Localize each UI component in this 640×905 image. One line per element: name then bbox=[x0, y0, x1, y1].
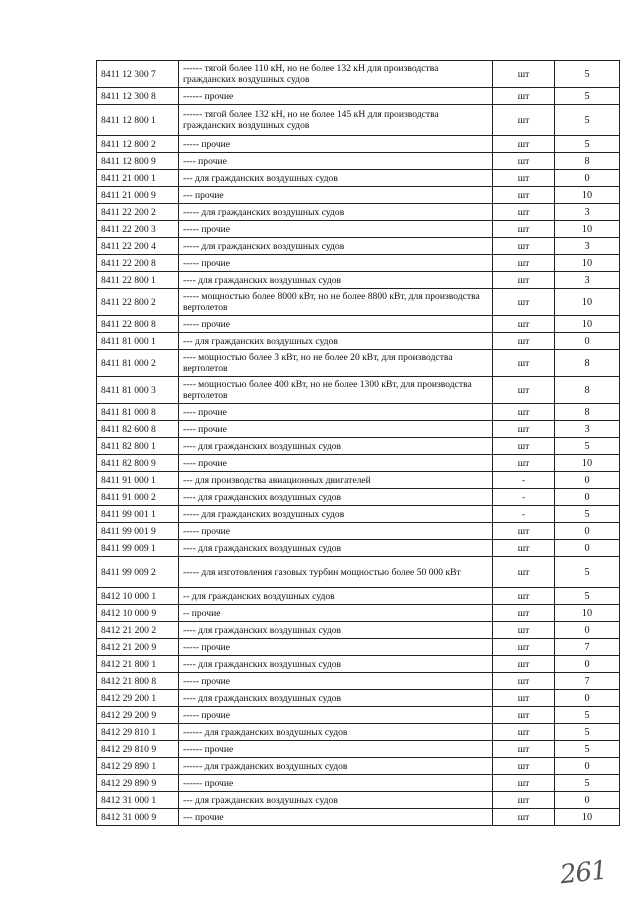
unit-cell: - bbox=[493, 472, 555, 489]
commodity-code-cell: 8411 12 300 8 bbox=[97, 88, 179, 105]
table-row bbox=[97, 523, 620, 540]
duty-rate-cell: 10 bbox=[555, 255, 620, 272]
unit-cell: шт bbox=[493, 377, 555, 404]
unit-cell: шт bbox=[493, 455, 555, 472]
table-row bbox=[97, 105, 620, 136]
unit-cell: шт bbox=[493, 136, 555, 153]
table-row bbox=[97, 775, 620, 792]
duty-rate-cell: 3 bbox=[555, 272, 620, 289]
commodity-code-cell: 8411 12 300 7 bbox=[97, 61, 179, 88]
unit-cell: шт bbox=[493, 557, 555, 588]
commodity-code-cell: 8411 99 009 1 bbox=[97, 540, 179, 557]
unit-cell: шт bbox=[493, 153, 555, 170]
duty-rate-cell: 0 bbox=[555, 170, 620, 187]
table-row bbox=[97, 673, 620, 690]
duty-rate-cell: 5 bbox=[555, 105, 620, 136]
unit-cell: шт bbox=[493, 758, 555, 775]
duty-rate-cell: 0 bbox=[555, 792, 620, 809]
commodity-code-cell: 8412 10 000 1 bbox=[97, 588, 179, 605]
description-cell: ----- прочие bbox=[179, 707, 493, 724]
table-row bbox=[97, 170, 620, 187]
duty-rate-cell: 10 bbox=[555, 187, 620, 204]
unit-cell: шт bbox=[493, 656, 555, 673]
table-row bbox=[97, 472, 620, 489]
unit-cell: шт bbox=[493, 622, 555, 639]
table-row bbox=[97, 255, 620, 272]
unit-cell: шт bbox=[493, 438, 555, 455]
description-cell: ---- прочие bbox=[179, 153, 493, 170]
commodity-code-cell: 8412 29 890 1 bbox=[97, 758, 179, 775]
table-row bbox=[97, 88, 620, 105]
duty-rate-cell: 8 bbox=[555, 350, 620, 377]
table-row bbox=[97, 204, 620, 221]
table-row bbox=[97, 350, 620, 377]
table-row bbox=[97, 792, 620, 809]
description-cell: ----- для гражданских воздушных судов bbox=[179, 506, 493, 523]
unit-cell: шт bbox=[493, 673, 555, 690]
unit-cell: шт bbox=[493, 707, 555, 724]
description-cell: ----- прочие bbox=[179, 523, 493, 540]
unit-cell: шт bbox=[493, 204, 555, 221]
commodity-code-cell: 8412 29 810 1 bbox=[97, 724, 179, 741]
description-cell: ------ тягой более 132 кН, но не более 145 кН для производства гражданских воздушных судов bbox=[179, 105, 493, 136]
description-cell: ------ прочие bbox=[179, 775, 493, 792]
duty-rate-cell: 0 bbox=[555, 656, 620, 673]
table-row bbox=[97, 724, 620, 741]
duty-rate-cell: 10 bbox=[555, 455, 620, 472]
duty-rate-cell: 5 bbox=[555, 775, 620, 792]
duty-rate-cell: 5 bbox=[555, 741, 620, 758]
unit-cell: шт bbox=[493, 105, 555, 136]
table-row bbox=[97, 809, 620, 826]
unit-cell: - bbox=[493, 489, 555, 506]
commodity-code-cell: 8412 29 200 1 bbox=[97, 690, 179, 707]
unit-cell: шт bbox=[493, 540, 555, 557]
duty-rate-cell: 8 bbox=[555, 153, 620, 170]
duty-rate-cell: 5 bbox=[555, 557, 620, 588]
commodity-code-cell: 8411 91 000 2 bbox=[97, 489, 179, 506]
commodity-code-cell: 8411 22 200 8 bbox=[97, 255, 179, 272]
description-cell: --- для гражданских воздушных судов bbox=[179, 170, 493, 187]
unit-cell: шт bbox=[493, 221, 555, 238]
unit-cell: шт bbox=[493, 88, 555, 105]
description-cell: ---- для гражданских воздушных судов bbox=[179, 438, 493, 455]
table-row bbox=[97, 187, 620, 204]
duty-rate-cell: 5 bbox=[555, 61, 620, 88]
duty-rate-cell: 7 bbox=[555, 639, 620, 656]
unit-cell: шт bbox=[493, 775, 555, 792]
table-row bbox=[97, 639, 620, 656]
unit-cell: шт bbox=[493, 523, 555, 540]
description-cell: --- для гражданских воздушных судов bbox=[179, 792, 493, 809]
unit-cell: шт bbox=[493, 421, 555, 438]
commodity-code-cell: 8411 81 000 2 bbox=[97, 350, 179, 377]
commodity-code-cell: 8411 22 800 1 bbox=[97, 272, 179, 289]
description-cell: --- прочие bbox=[179, 809, 493, 826]
unit-cell: шт bbox=[493, 809, 555, 826]
table-row bbox=[97, 421, 620, 438]
table-row bbox=[97, 289, 620, 316]
description-cell: ------ для гражданских воздушных судов bbox=[179, 758, 493, 775]
commodity-code-cell: 8412 21 200 9 bbox=[97, 639, 179, 656]
duty-rate-cell: 5 bbox=[555, 707, 620, 724]
description-cell: ---- для гражданских воздушных судов bbox=[179, 540, 493, 557]
description-cell: ---- для гражданских воздушных судов bbox=[179, 656, 493, 673]
description-cell: ------ для гражданских воздушных судов bbox=[179, 724, 493, 741]
tariff-table bbox=[96, 60, 620, 826]
description-cell: ----- прочие bbox=[179, 221, 493, 238]
duty-rate-cell: 0 bbox=[555, 523, 620, 540]
duty-rate-cell: 10 bbox=[555, 316, 620, 333]
duty-rate-cell: 10 bbox=[555, 809, 620, 826]
table-row bbox=[97, 153, 620, 170]
description-cell: --- для гражданских воздушных судов bbox=[179, 333, 493, 350]
table-row bbox=[97, 707, 620, 724]
duty-rate-cell: 3 bbox=[555, 204, 620, 221]
commodity-code-cell: 8411 81 000 8 bbox=[97, 404, 179, 421]
description-cell: ------ тягой более 110 кН, но не более 132 кН для производства гражданских воздушных судов bbox=[179, 61, 493, 88]
description-cell: ---- прочие bbox=[179, 404, 493, 421]
unit-cell: шт bbox=[493, 170, 555, 187]
commodity-code-cell: 8411 12 800 2 bbox=[97, 136, 179, 153]
description-cell: ----- прочие bbox=[179, 673, 493, 690]
table-row bbox=[97, 455, 620, 472]
duty-rate-cell: 0 bbox=[555, 758, 620, 775]
description-cell: ----- мощностью более 8000 кВт, но не более 8800 кВт, для производства вертолетов bbox=[179, 289, 493, 316]
commodity-code-cell: 8411 82 800 9 bbox=[97, 455, 179, 472]
commodity-code-cell: 8412 21 800 8 bbox=[97, 673, 179, 690]
commodity-code-cell: 8412 10 000 9 bbox=[97, 605, 179, 622]
description-cell: ---- для гражданских воздушных судов bbox=[179, 272, 493, 289]
commodity-code-cell: 8412 29 200 9 bbox=[97, 707, 179, 724]
duty-rate-cell: 0 bbox=[555, 489, 620, 506]
description-cell: ----- для гражданских воздушных судов bbox=[179, 204, 493, 221]
unit-cell: шт bbox=[493, 724, 555, 741]
commodity-code-cell: 8411 82 600 8 bbox=[97, 421, 179, 438]
description-cell: --- для производства авиационных двигателей bbox=[179, 472, 493, 489]
description-cell: ------ прочие bbox=[179, 88, 493, 105]
unit-cell: шт bbox=[493, 187, 555, 204]
commodity-code-cell: 8411 21 000 1 bbox=[97, 170, 179, 187]
commodity-code-cell: 8411 99 001 1 bbox=[97, 506, 179, 523]
table-row bbox=[97, 377, 620, 404]
commodity-code-cell: 8411 82 800 1 bbox=[97, 438, 179, 455]
description-cell: ---- для гражданских воздушных судов bbox=[179, 690, 493, 707]
table-row bbox=[97, 489, 620, 506]
commodity-code-cell: 8412 21 200 2 bbox=[97, 622, 179, 639]
duty-rate-cell: 5 bbox=[555, 136, 620, 153]
commodity-code-cell: 8412 29 810 9 bbox=[97, 741, 179, 758]
description-cell: ----- прочие bbox=[179, 255, 493, 272]
table-row bbox=[97, 758, 620, 775]
unit-cell: шт bbox=[493, 350, 555, 377]
duty-rate-cell: 5 bbox=[555, 438, 620, 455]
commodity-code-cell: 8411 22 200 4 bbox=[97, 238, 179, 255]
description-cell: ---- мощностью более 400 кВт, но не более 1300 кВт, для производства вертолетов bbox=[179, 377, 493, 404]
duty-rate-cell: 10 bbox=[555, 221, 620, 238]
duty-rate-cell: 5 bbox=[555, 724, 620, 741]
unit-cell: шт bbox=[493, 605, 555, 622]
duty-rate-cell: 3 bbox=[555, 238, 620, 255]
description-cell: ----- для гражданских воздушных судов bbox=[179, 238, 493, 255]
table-row bbox=[97, 506, 620, 523]
unit-cell: шт bbox=[493, 61, 555, 88]
table-row bbox=[97, 540, 620, 557]
unit-cell: шт bbox=[493, 255, 555, 272]
duty-rate-cell: 7 bbox=[555, 673, 620, 690]
commodity-code-cell: 8412 31 000 9 bbox=[97, 809, 179, 826]
duty-rate-cell: 5 bbox=[555, 588, 620, 605]
commodity-code-cell: 8412 21 800 1 bbox=[97, 656, 179, 673]
table-row bbox=[97, 272, 620, 289]
commodity-code-cell: 8411 81 000 1 bbox=[97, 333, 179, 350]
unit-cell: шт bbox=[493, 333, 555, 350]
commodity-code-cell: 8411 22 800 8 bbox=[97, 316, 179, 333]
table-row bbox=[97, 605, 620, 622]
description-cell: ---- мощностью более 3 кВт, но не более 20 кВт, для производства вертолетов bbox=[179, 350, 493, 377]
duty-rate-cell: 5 bbox=[555, 506, 620, 523]
description-cell: ---- прочие bbox=[179, 455, 493, 472]
handwritten-page-number: 261 bbox=[558, 855, 609, 891]
commodity-code-cell: 8411 22 200 2 bbox=[97, 204, 179, 221]
description-cell: --- прочие bbox=[179, 187, 493, 204]
duty-rate-cell: 8 bbox=[555, 377, 620, 404]
commodity-code-cell: 8411 22 800 2 bbox=[97, 289, 179, 316]
unit-cell: шт bbox=[493, 690, 555, 707]
commodity-code-cell: 8411 91 000 1 bbox=[97, 472, 179, 489]
duty-rate-cell: 0 bbox=[555, 622, 620, 639]
description-cell: -- прочие bbox=[179, 605, 493, 622]
description-cell: ----- для изготовления газовых турбин мощностью более 50 000 кВт bbox=[179, 557, 493, 588]
commodity-code-cell: 8411 22 200 3 bbox=[97, 221, 179, 238]
commodity-code-cell: 8412 31 000 1 bbox=[97, 792, 179, 809]
description-cell: ----- прочие bbox=[179, 316, 493, 333]
unit-cell: шт bbox=[493, 639, 555, 656]
description-cell: ----- прочие bbox=[179, 136, 493, 153]
description-cell: -- для гражданских воздушных судов bbox=[179, 588, 493, 605]
unit-cell: шт bbox=[493, 792, 555, 809]
unit-cell: шт bbox=[493, 272, 555, 289]
unit-cell: шт bbox=[493, 316, 555, 333]
unit-cell: - bbox=[493, 506, 555, 523]
unit-cell: шт bbox=[493, 741, 555, 758]
commodity-code-cell: 8412 29 890 9 bbox=[97, 775, 179, 792]
duty-rate-cell: 0 bbox=[555, 472, 620, 489]
table-row bbox=[97, 333, 620, 350]
duty-rate-cell: 10 bbox=[555, 289, 620, 316]
table-row bbox=[97, 61, 620, 88]
duty-rate-cell: 10 bbox=[555, 605, 620, 622]
table-row bbox=[97, 238, 620, 255]
commodity-code-cell: 8411 99 009 2 bbox=[97, 557, 179, 588]
unit-cell: шт bbox=[493, 404, 555, 421]
duty-rate-cell: 8 bbox=[555, 404, 620, 421]
table-row bbox=[97, 404, 620, 421]
duty-rate-cell: 0 bbox=[555, 333, 620, 350]
table-row bbox=[97, 622, 620, 639]
table-row bbox=[97, 690, 620, 707]
table-row bbox=[97, 316, 620, 333]
duty-rate-cell: 3 bbox=[555, 421, 620, 438]
commodity-code-cell: 8411 99 001 9 bbox=[97, 523, 179, 540]
commodity-code-cell: 8411 81 000 3 bbox=[97, 377, 179, 404]
unit-cell: шт bbox=[493, 588, 555, 605]
table-row bbox=[97, 741, 620, 758]
duty-rate-cell: 0 bbox=[555, 690, 620, 707]
unit-cell: шт bbox=[493, 238, 555, 255]
tariff-table-body bbox=[97, 61, 620, 826]
table-row bbox=[97, 656, 620, 673]
description-cell: ---- для гражданских воздушных судов bbox=[179, 489, 493, 506]
table-row bbox=[97, 588, 620, 605]
commodity-code-cell: 8411 21 000 9 bbox=[97, 187, 179, 204]
duty-rate-cell: 5 bbox=[555, 88, 620, 105]
description-cell: ------ прочие bbox=[179, 741, 493, 758]
table-row bbox=[97, 557, 620, 588]
table-row bbox=[97, 221, 620, 238]
table-row bbox=[97, 136, 620, 153]
description-cell: ----- прочие bbox=[179, 639, 493, 656]
table-row bbox=[97, 438, 620, 455]
unit-cell: шт bbox=[493, 289, 555, 316]
commodity-code-cell: 8411 12 800 9 bbox=[97, 153, 179, 170]
commodity-code-cell: 8411 12 800 1 bbox=[97, 105, 179, 136]
duty-rate-cell: 0 bbox=[555, 540, 620, 557]
description-cell: ---- для гражданских воздушных судов bbox=[179, 622, 493, 639]
description-cell: ---- прочие bbox=[179, 421, 493, 438]
